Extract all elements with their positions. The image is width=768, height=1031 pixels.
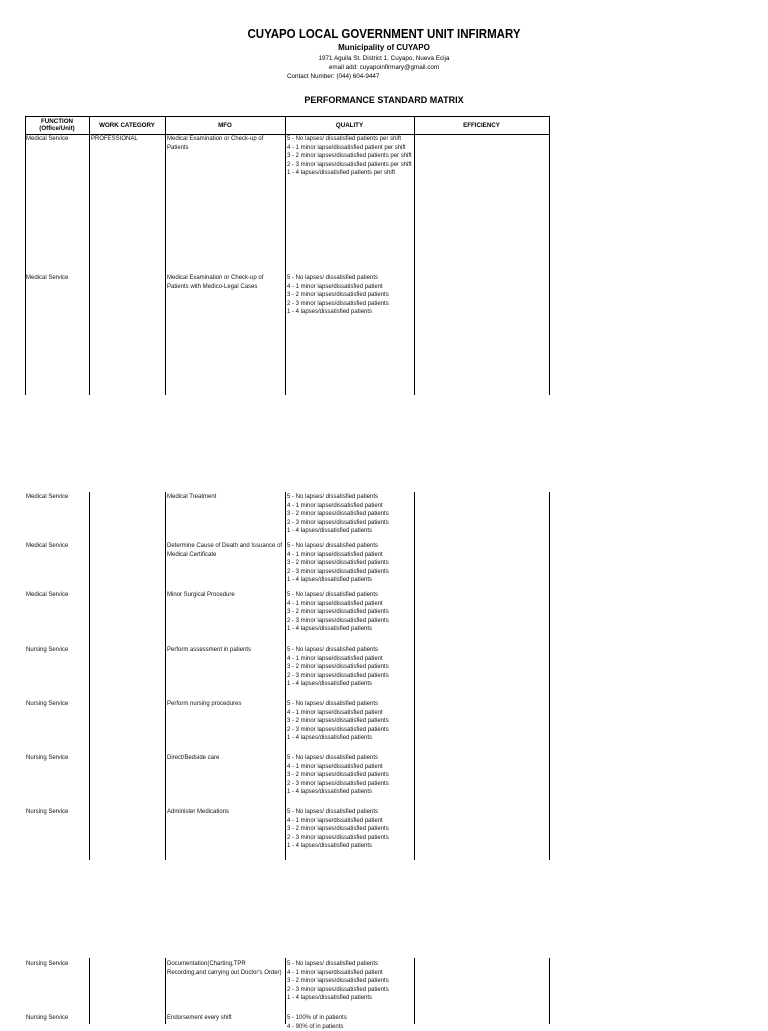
column-divider: [89, 958, 90, 1024]
quality-rating: 4 - 1 minor lapse/dissatisfied patient: [287, 763, 412, 772]
quality-rating: 3 - 2 minor lapses/dissatisfied patients: [287, 291, 412, 300]
quality-rating: 1 - 4 lapses/dissatisfied patients: [287, 527, 412, 536]
quality-cell: [287, 960, 412, 1003]
quality-rating: 3 - 2 minor lapses/dissatisfied patients per shift: [287, 152, 412, 161]
function-cell: Nursing Service: [26, 1014, 88, 1023]
column-divider: [165, 958, 166, 1024]
quality-rating: 5 - No lapses/ dissatisfied patients: [287, 493, 412, 502]
mfo-cell: Minor Surgical Procedure: [167, 591, 283, 600]
column-divider: [549, 492, 550, 860]
quality-cell: [287, 754, 412, 797]
function-cell: Medical Service: [26, 135, 88, 144]
quality-rating: 2 - 3 minor lapses/dissatisfied patients: [287, 672, 412, 681]
quality-rating: 5 - No lapses/ dissatisfied patients: [287, 700, 412, 709]
quality-rating: 5 - No lapses/ dissatisfied patients: [287, 591, 412, 600]
function-cell: Nursing Service: [26, 700, 88, 709]
column-header-quality: QUALITY: [285, 116, 414, 134]
quality-rating: 4 - 1 minor lapse/dissatisfied patient: [287, 502, 412, 511]
quality-rating: 1 - 4 lapses/dissatisfied patients: [287, 994, 412, 1003]
column-divider: [414, 116, 415, 395]
quality-rating: 2 - 3 minor lapses/dissatisfied patients: [287, 780, 412, 789]
quality-rating: 3 - 2 minor lapses/dissatisfied patients: [287, 771, 412, 780]
quality-rating: 2 - 3 minor lapses/dissatisfied patients: [287, 834, 412, 843]
quality-rating: 2 - 3 minor lapses/dissatisfied patients per shift: [287, 161, 412, 170]
mfo-cell: Administer Medications: [167, 808, 283, 817]
quality-rating: 4 - 1 minor lapse/dissatisfied patient: [287, 551, 412, 560]
function-cell: Nursing Service: [26, 646, 88, 655]
quality-rating: 5 - No lapses/ dissatisfied patients: [287, 960, 412, 969]
column-divider: [25, 116, 26, 395]
function-cell: Medical Service: [26, 274, 88, 283]
quality-rating: 5 - No lapses/ dissatisfied patients: [287, 646, 412, 655]
quality-rating: 1 - 4 lapses/dissatisfied patients per shift: [287, 169, 412, 178]
quality-cell: [287, 646, 412, 689]
column-divider: [165, 116, 166, 395]
column-divider: [285, 958, 286, 1024]
quality-rating: 2 - 3 minor lapses/dissatisfied patients: [287, 726, 412, 735]
column-divider: [89, 116, 90, 395]
column-header-function: FUNCTION (Office/Unit): [25, 116, 89, 134]
column-divider: [414, 492, 415, 860]
quality-cell: [287, 808, 412, 851]
infirmary-title: CUYAPO LOCAL GOVERNMENT UNIT INFIRMARY: [31, 27, 738, 41]
mfo-cell: Endorsement every shift: [167, 1014, 283, 1023]
quality-rating: 3 - 2 minor lapses/dissatisfied patients: [287, 663, 412, 672]
quality-rating: 3 - 2 minor lapses/dissatisfied patients: [287, 510, 412, 519]
quality-rating: 4 - 1 minor lapse/dissatisfied patient: [287, 709, 412, 718]
quality-rating: 1 - 4 lapses/dissatisfied patients: [287, 842, 412, 851]
column-header-work-category: WORK CATEGORY: [89, 116, 165, 134]
quality-cell: [287, 700, 412, 743]
quality-rating: 3 - 2 minor lapses/dissatisfied patients: [287, 977, 412, 986]
contact-number: Contact Number: (044) 604-9447: [287, 73, 379, 80]
function-cell: Nursing Service: [26, 754, 88, 763]
column-header-efficiency: EFFICIENCY: [414, 116, 549, 134]
quality-rating: 4 - 90% of in patients: [287, 1023, 412, 1031]
address: 1971 Aguila St. District 1, Cuyapo, Nueva Ecija: [0, 55, 768, 62]
mfo-cell: Medical Examination or Check-up of Patients: [167, 135, 283, 152]
work-category-cell: PROFESSIONAL: [91, 135, 163, 144]
quality-rating: 3 - 2 minor lapses/dissatisfied patients: [287, 717, 412, 726]
column-divider: [285, 492, 286, 860]
quality-cell: [287, 135, 412, 178]
function-cell: Medical Service: [26, 542, 88, 551]
column-header-mfo: MFO: [165, 116, 285, 134]
quality-rating: 2 - 3 minor lapses/dissatisfied patients: [287, 568, 412, 577]
quality-cell: [287, 542, 412, 585]
quality-rating: 4 - 1 minor lapse/dissatisfied patient: [287, 600, 412, 609]
quality-rating: 4 - 1 minor lapse/dissatisfied patient per shift: [287, 144, 412, 153]
quality-cell: [287, 274, 412, 317]
quality-rating: 3 - 2 minor lapses/dissatisfied patients: [287, 825, 412, 834]
mfo-cell: Perform nursing procedures: [167, 700, 283, 709]
quality-rating: 4 - 1 minor lapse/dissatisfied patient: [287, 283, 412, 292]
quality-rating: 2 - 3 minor lapses/dissatisfied patients: [287, 617, 412, 626]
quality-rating: 5 - No lapses/ dissatisfied patients: [287, 808, 412, 817]
quality-rating: 3 - 2 minor lapses/dissatisfied patients: [287, 559, 412, 568]
quality-rating: 2 - 3 minor lapses/dissatisfied patients: [287, 986, 412, 995]
column-divider: [89, 492, 90, 860]
function-cell: Nursing Service: [26, 808, 88, 817]
municipality-name: Municipality of CUYAPO: [0, 43, 768, 52]
quality-rating: 1 - 4 lapses/dissatisfied patients: [287, 625, 412, 634]
quality-rating: 2 - 3 minor lapses/dissatisfied patients: [287, 519, 412, 528]
quality-rating: 3 - 2 minor lapses/dissatisfied patients: [287, 608, 412, 617]
quality-rating: 4 - 1 minor lapse/dissatisfied patient: [287, 655, 412, 664]
quality-rating: 5 - 100% of in patients: [287, 1014, 412, 1023]
quality-rating: 4 - 1 minor lapse/dissatisfied patient: [287, 817, 412, 826]
column-divider: [165, 492, 166, 860]
quality-rating: 1 - 4 lapses/dissatisfied patients: [287, 680, 412, 689]
quality-cell: [287, 493, 412, 536]
matrix-title: PERFORMANCE STANDARD MATRIX: [0, 95, 768, 105]
function-cell: Medical Service: [26, 493, 88, 502]
quality-rating: 4 - 1 minor lapse/dissatisfied patient: [287, 969, 412, 978]
quality-rating: 2 - 3 minor lapses/dissatisfied patients: [287, 300, 412, 309]
column-divider: [549, 116, 550, 395]
function-cell: Nursing Service: [26, 960, 88, 969]
mfo-cell: Perform assessment in patients: [167, 646, 283, 655]
column-divider: [414, 958, 415, 1024]
quality-rating: 1 - 4 lapses/dissatisfied patients: [287, 788, 412, 797]
mfo-cell: Documentation(Charting,TPR Recording,and carrying out Doctor's Order): [167, 960, 283, 977]
email-address: email add: cuyapoinfirmary@gmail.com: [0, 64, 768, 71]
mfo-cell: Determine Cause of Death and Issuance of Medical Certificate: [167, 542, 283, 559]
function-cell: Medical Service: [26, 591, 88, 600]
quality-rating: 1 - 4 lapses/dissatisfied patients: [287, 576, 412, 585]
column-divider: [285, 116, 286, 395]
quality-cell: [287, 591, 412, 634]
quality-rating: 1 - 4 lapses/dissatisfied patients: [287, 308, 412, 317]
mfo-cell: Direct/Bedside care: [167, 754, 283, 763]
mfo-cell: Medical Examination or Check-up of Patients with Medico-Legal Cases: [167, 274, 283, 291]
quality-rating: 5 - No lapses/ dissatisfied patients per shift: [287, 135, 412, 144]
mfo-cell: Medical Treatment: [167, 493, 283, 502]
quality-rating: 1 - 4 lapses/dissatisfied patients: [287, 734, 412, 743]
quality-rating: 5 - No lapses/ dissatisfied patients: [287, 274, 412, 283]
column-divider: [549, 958, 550, 1024]
quality-rating: 5 - No lapses/ dissatisfied patients: [287, 542, 412, 551]
quality-rating: 5 - No lapses/ dissatisfied patients: [287, 754, 412, 763]
quality-cell: [287, 1014, 412, 1031]
